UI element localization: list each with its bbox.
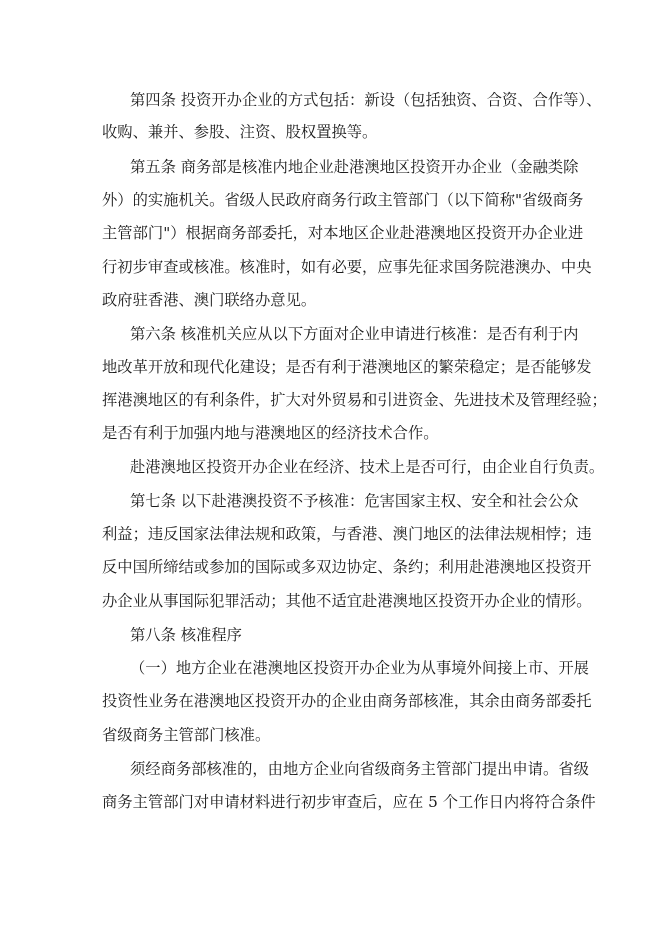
paragraph-line: 办企业从事国际犯罪活动；其他不适宜赴港澳地区投资开办企业的情形。 <box>102 592 592 610</box>
paragraph-line: 第五条 商务部是核准内地企业赴港澳地区投资开办企业（金融类除 <box>130 158 579 176</box>
section-heading: 第八条 核准程序 <box>130 626 242 644</box>
paragraph-line: 行初步审查或核准。核准时，如有必要，应事先征求国务院港澳办、中央 <box>102 258 592 276</box>
paragraph-line: 挥港澳地区的有利条件，扩大对外贸易和引进资金、先进技术及管理经验； <box>102 391 607 409</box>
paragraph-line: 反中国所缔结或参加的国际或多双边协定、条约；利用赴港澳地区投资开 <box>102 558 592 576</box>
paragraph-line: 投资性业务在港澳地区投资开办的企业由商务部核准，其余由商务部委托 <box>102 692 592 710</box>
paragraph-line: 第六条 核准机关应从以下方面对企业申请进行核准：是否有利于内 <box>130 325 579 343</box>
paragraph-line: 第四条 投资开办企业的方式包括：新设（包括独资、合资、合作等）、 <box>130 91 602 109</box>
paragraph-line: 赴港澳地区投资开办企业在经济、技术上是否可行，由企业自行负责。 <box>130 458 605 476</box>
paragraph-line: 地改革开放和现代化建设；是否有利于港澳地区的繁荣稳定；是否能够发 <box>102 358 592 376</box>
paragraph-line: 政府驻香港、澳门联络办意见。 <box>102 291 317 309</box>
paragraph-line: 须经商务部核准的，由地方企业向省级商务主管部门提出申请。省级 <box>130 760 589 778</box>
paragraph-line: 利益；违反国家法律法规和政策，与香港、澳门地区的法律法规相悖；违 <box>102 525 592 543</box>
paragraph-line: 是否有利于加强内地与港澳地区的经济技术合作。 <box>102 424 439 442</box>
paragraph-line: 省级商务主管部门核准。 <box>102 726 271 744</box>
paragraph-line: 收购、兼并、参股、注资、股权置换等。 <box>102 123 378 141</box>
paragraph-line: 外）的实施机关。省级人民政府商务行政主管部门（以下简称"省级商务 <box>102 191 584 209</box>
paragraph-line: 主管部门"）根据商务部委托，对本地区企业赴港澳地区投资开办企业进 <box>102 224 584 242</box>
paragraph-line: （一）地方企业在港澳地区投资开办企业为从事境外间接上市、开展 <box>130 659 589 677</box>
paragraph-line: 第七条 以下赴港澳投资不予核准：危害国家主权、安全和社会公众 <box>130 492 579 510</box>
paragraph-line: 商务主管部门对申请材料进行初步审查后，应在 5 个工作日内将符合条件 <box>102 793 596 811</box>
